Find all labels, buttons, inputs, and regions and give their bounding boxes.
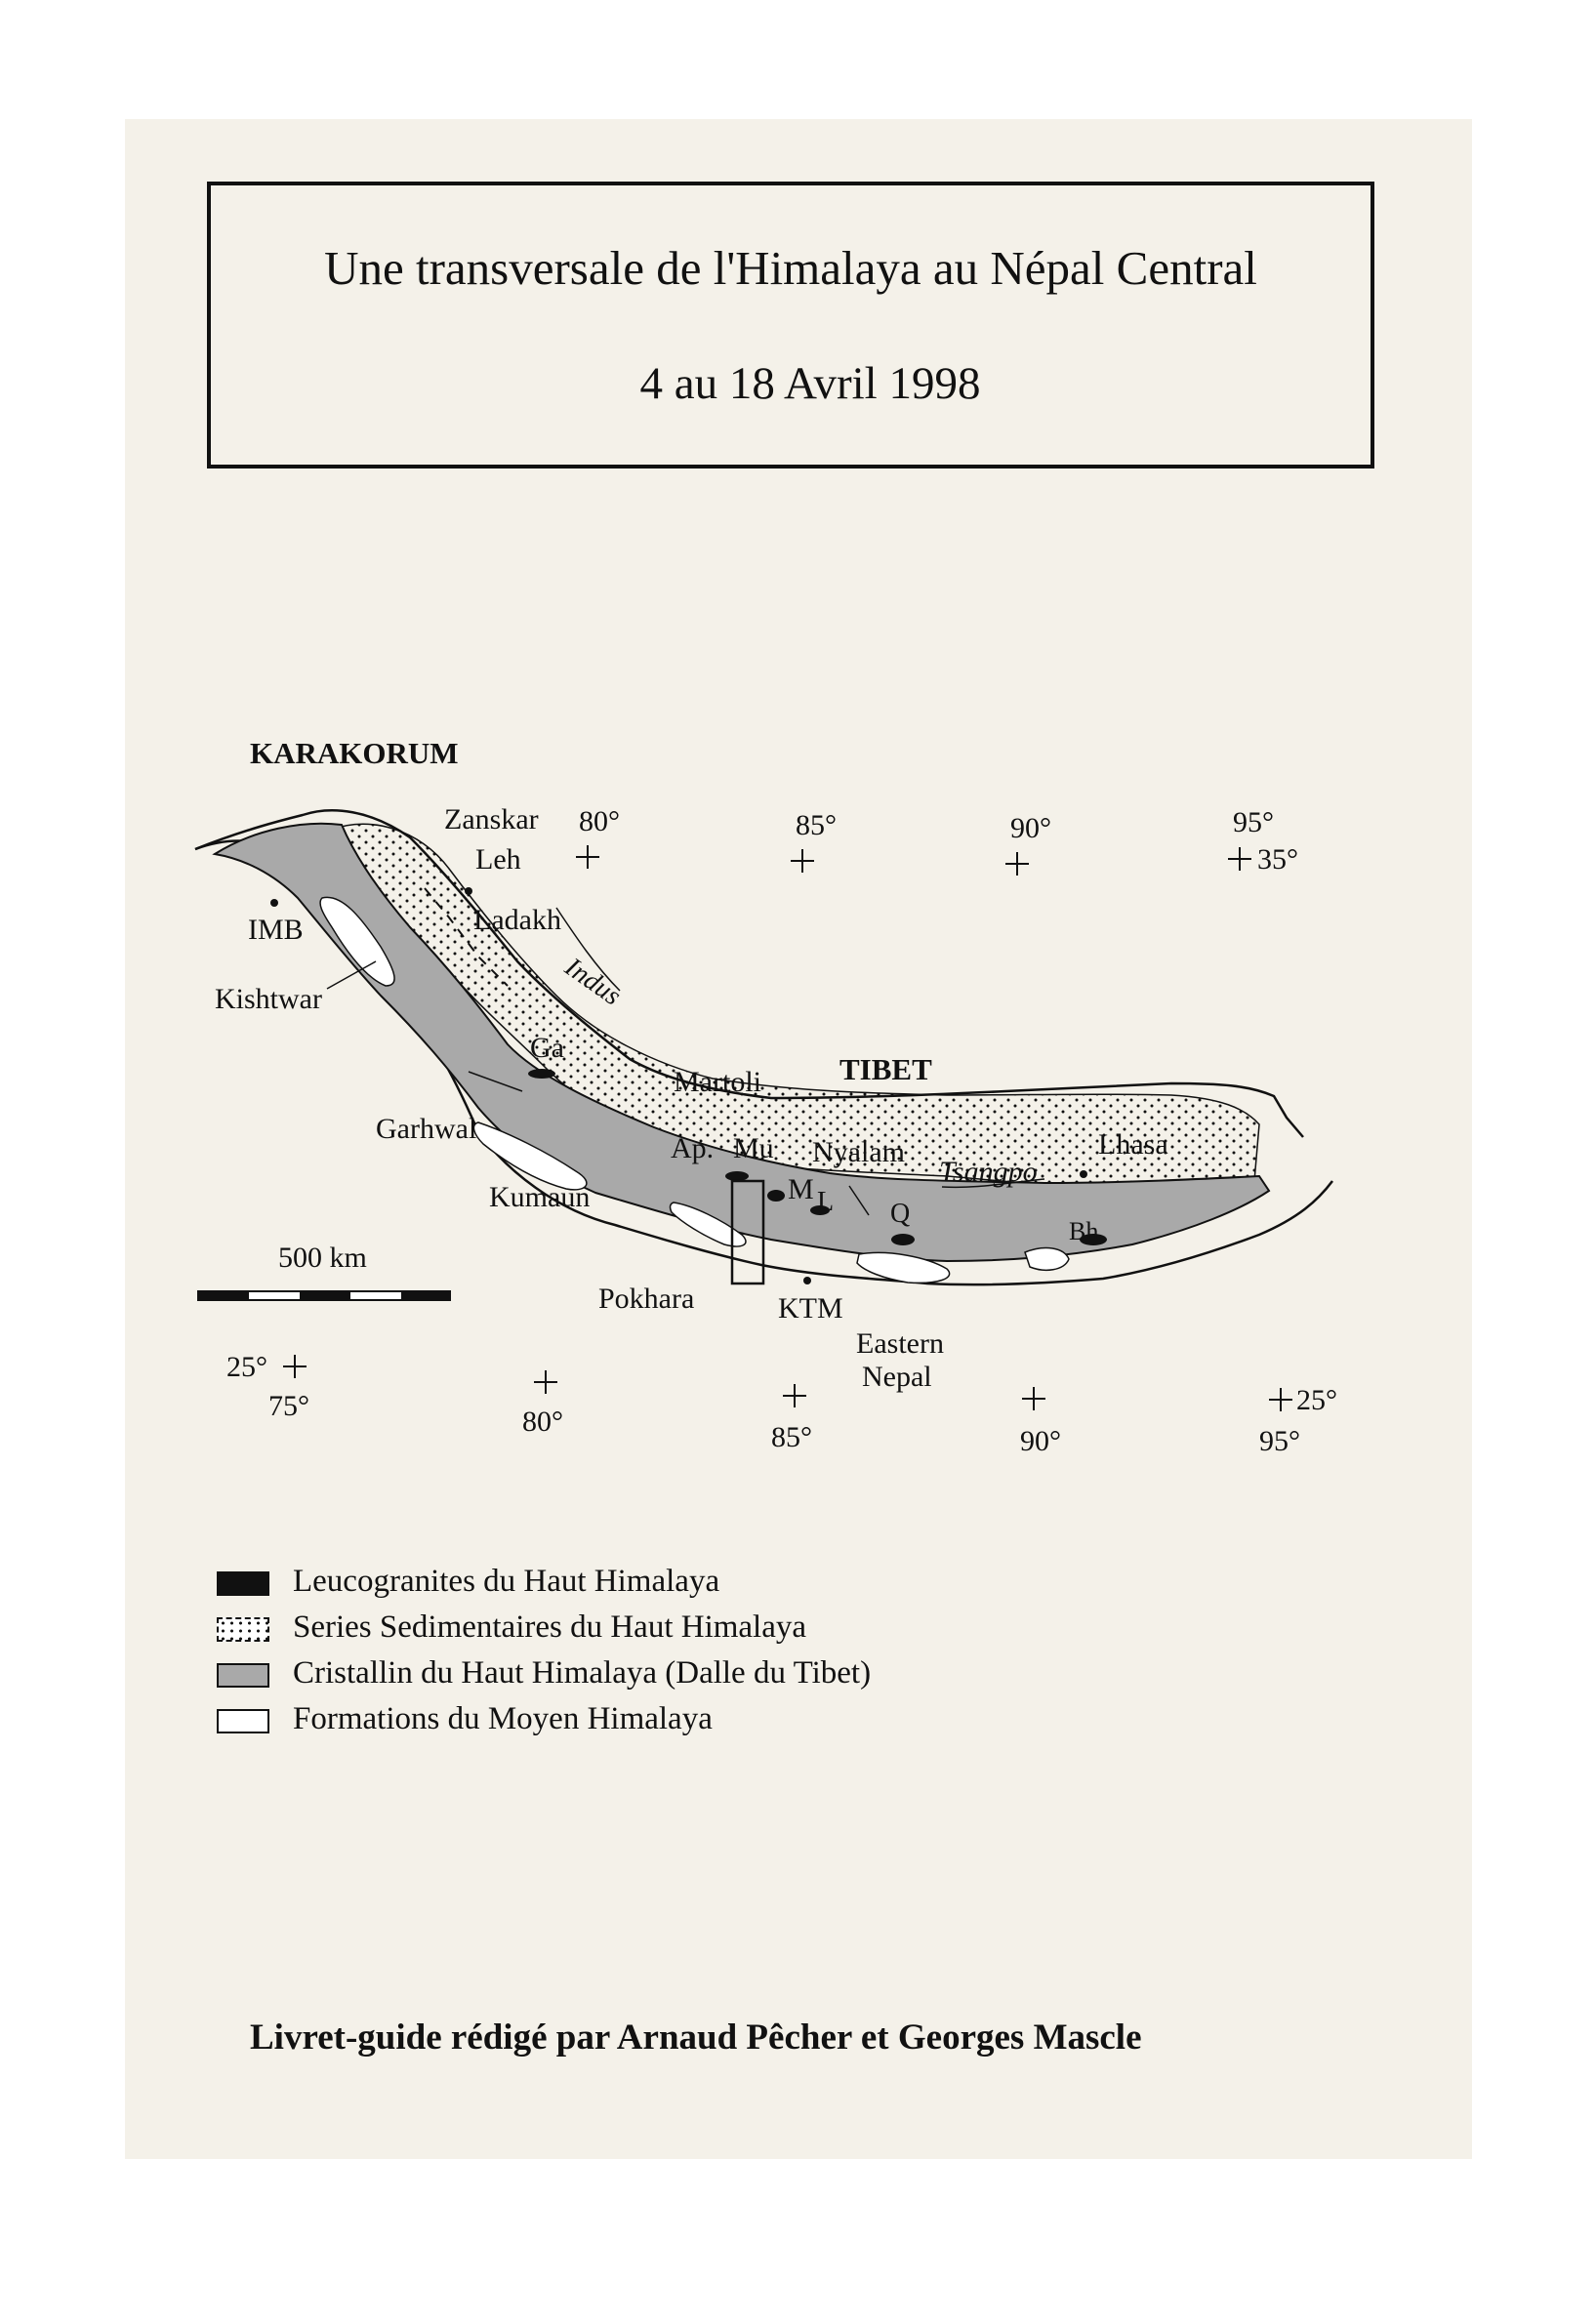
grid-label-bottom-85: 85° (771, 1421, 812, 1453)
imb-label: IMB (248, 914, 304, 946)
legend-label: Series Sedimentaires du Haut Himalaya (293, 1610, 807, 1645)
eastern-label: Eastern (856, 1327, 944, 1360)
scale-bar-label: 500 km (278, 1242, 367, 1274)
imb-marker (270, 899, 278, 907)
nyalam-label: Nyalam (812, 1136, 905, 1168)
legend-swatch-gray (217, 1663, 269, 1688)
lhasa-marker (1080, 1170, 1087, 1178)
grid-label-lat-25-right: 25° (1296, 1384, 1337, 1416)
leh-marker (465, 887, 472, 895)
indus-river-label: Indus (558, 952, 627, 1012)
legend-label: Leucogranites du Haut Himalaya (293, 1564, 720, 1599)
leucogranite-body (725, 1171, 749, 1181)
leucogranite-body (528, 1069, 555, 1079)
grid-label-bottom-95: 95° (1259, 1425, 1300, 1457)
title-box (207, 182, 1374, 469)
grid-label-top-95: 95° (1233, 806, 1274, 838)
tibet-label: TIBET (839, 1052, 932, 1086)
legend-swatch-black (217, 1571, 269, 1596)
grid-label-bottom-90: 90° (1020, 1425, 1061, 1457)
ap-label: Ap. (671, 1132, 715, 1164)
author-line: Livret-guide rédigé par Arnaud Pêcher et Georges Mascle (250, 2017, 1142, 2058)
ktm-marker (803, 1277, 811, 1284)
grid-label-top-80: 80° (579, 805, 620, 837)
karakorum-label: KARAKORUM (250, 736, 459, 770)
grid-label-lat-35: 35° (1257, 843, 1298, 876)
kumaun-label: Kumaun (489, 1181, 591, 1213)
leucogranite-body (767, 1190, 785, 1202)
map-svg (185, 722, 1386, 1493)
legend-swatch-dotted (217, 1617, 269, 1642)
ga-label: Ga (530, 1032, 564, 1064)
kishtwar-label: Kishtwar (215, 983, 322, 1015)
zanskar-label: Zanskar (444, 803, 539, 835)
legend-label: Cristallin du Haut Himalaya (Dalle du Tibet) (293, 1655, 872, 1691)
leucogranite-body (891, 1234, 915, 1245)
tsangpo-river-label: Tsangpo (939, 1156, 1038, 1188)
legend-label: Formations du Moyen Himalaya (293, 1701, 713, 1736)
leh-label: Leh (475, 843, 521, 876)
ladakh-label: Ladakh (473, 904, 561, 936)
pokhara-label: Pokhara (598, 1283, 695, 1315)
grid-label-top-90: 90° (1010, 812, 1051, 844)
mu-label: Mu (733, 1132, 774, 1164)
grid-label-bottom-80: 80° (522, 1406, 563, 1438)
l-label: L (817, 1187, 835, 1217)
grid-label-bottom-75: 75° (268, 1390, 309, 1422)
document-dates: 4 au 18 Avril 1998 (639, 358, 981, 409)
garhwal-label: Garhwal (376, 1113, 477, 1145)
nepal-label: Nepal (862, 1361, 932, 1393)
scale-bar (198, 1291, 450, 1300)
martoli-label: Martoli (674, 1066, 761, 1098)
m-label: M (788, 1173, 814, 1205)
bh-label: Bh (1069, 1217, 1099, 1245)
document-title: Une transversale de l'Himalaya au Népal Central (324, 241, 1257, 295)
ktm-label: KTM (778, 1292, 843, 1325)
grid-label-top-85: 85° (796, 809, 837, 841)
q-label: Q (890, 1199, 911, 1229)
crystalline-slab-zone (215, 824, 1269, 1261)
grid-label-lat-25-left: 25° (226, 1351, 267, 1383)
lesser-himalaya-lens (1025, 1248, 1069, 1271)
himalaya-map (185, 722, 1386, 1498)
legend-swatch-white (217, 1709, 269, 1733)
lhasa-label: Lhasa (1098, 1128, 1168, 1161)
